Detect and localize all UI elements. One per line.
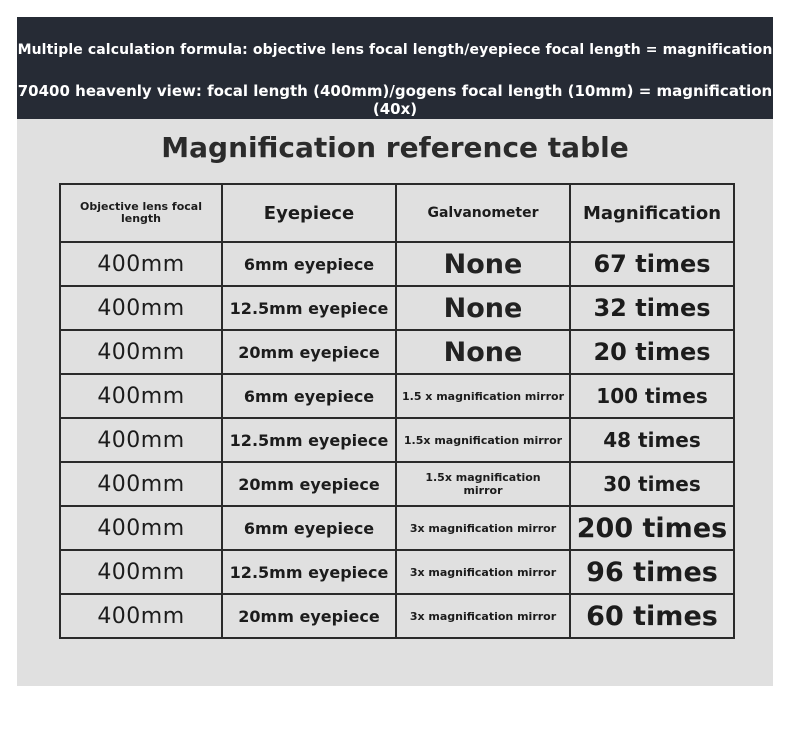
table-row — [60, 462, 734, 506]
table-row — [60, 242, 734, 286]
cell-objective: 400mm — [60, 374, 222, 418]
header-galvanometer: Galvanometer — [396, 184, 570, 242]
cell-magnification: 96 times — [570, 550, 734, 594]
cell-eyepiece: 6mm eyepiece — [222, 242, 396, 286]
cell-eyepiece: 20mm eyepiece — [222, 594, 396, 638]
header-magnification: Magnification — [570, 184, 734, 242]
cell-eyepiece: 20mm eyepiece — [222, 330, 396, 374]
cell-eyepiece: 20mm eyepiece — [222, 462, 396, 506]
cell-eyepiece: 6mm eyepiece — [222, 506, 396, 550]
cell-galvanometer: 1.5x magnification mirror — [396, 418, 570, 462]
cell-objective: 400mm — [60, 462, 222, 506]
cell-magnification: 100 times — [570, 374, 734, 418]
cell-objective: 400mm — [60, 242, 222, 286]
cell-galvanometer: None — [396, 242, 570, 286]
cell-objective: 400mm — [60, 418, 222, 462]
cell-eyepiece: 12.5mm eyepiece — [222, 286, 396, 330]
table-title: Magnification reference table — [161, 131, 629, 164]
cell-galvanometer: None — [396, 286, 570, 330]
table-row — [60, 330, 734, 374]
cell-galvanometer: 1.5x magnification mirror — [396, 462, 570, 506]
table-row — [60, 550, 734, 594]
cell-galvanometer: 3x magnification mirror — [396, 550, 570, 594]
table-panel — [17, 119, 773, 686]
cell-magnification: 32 times — [570, 286, 734, 330]
table-header-row — [60, 184, 734, 242]
cell-galvanometer: 1.5 x magnification mirror — [396, 374, 570, 418]
cell-magnification: 200 times — [570, 506, 734, 550]
cell-eyepiece: 12.5mm eyepiece — [222, 550, 396, 594]
cell-magnification: 48 times — [570, 418, 734, 462]
formula-line: Multiple calculation formula: objective lens focal length/eyepiece focal length = magnification — [17, 42, 773, 58]
cell-magnification: 60 times — [570, 594, 734, 638]
table-row — [60, 374, 734, 418]
cell-objective: 400mm — [60, 286, 222, 330]
example-line: 70400 heavenly view: focal length (400mm)/gogens focal length (10mm) = magnification (40x) — [17, 82, 773, 118]
cell-magnification: 20 times — [570, 330, 734, 374]
cell-objective: 400mm — [60, 550, 222, 594]
cell-galvanometer: None — [396, 330, 570, 374]
cell-galvanometer: 3x magnification mirror — [396, 506, 570, 550]
header-objective: Objective lens focal length — [60, 184, 222, 242]
cell-eyepiece: 6mm eyepiece — [222, 374, 396, 418]
cell-magnification: 30 times — [570, 462, 734, 506]
cell-objective: 400mm — [60, 594, 222, 638]
table-row — [60, 594, 734, 638]
cell-objective: 400mm — [60, 330, 222, 374]
table-row — [60, 286, 734, 330]
table-row — [60, 506, 734, 550]
cell-galvanometer: 3x magnification mirror — [396, 594, 570, 638]
cell-objective: 400mm — [60, 506, 222, 550]
table-row — [60, 418, 734, 462]
header-eyepiece: Eyepiece — [222, 184, 396, 242]
cell-eyepiece: 12.5mm eyepiece — [222, 418, 396, 462]
formula-banner — [17, 17, 773, 119]
cell-magnification: 67 times — [570, 242, 734, 286]
magnification-table — [59, 183, 735, 639]
